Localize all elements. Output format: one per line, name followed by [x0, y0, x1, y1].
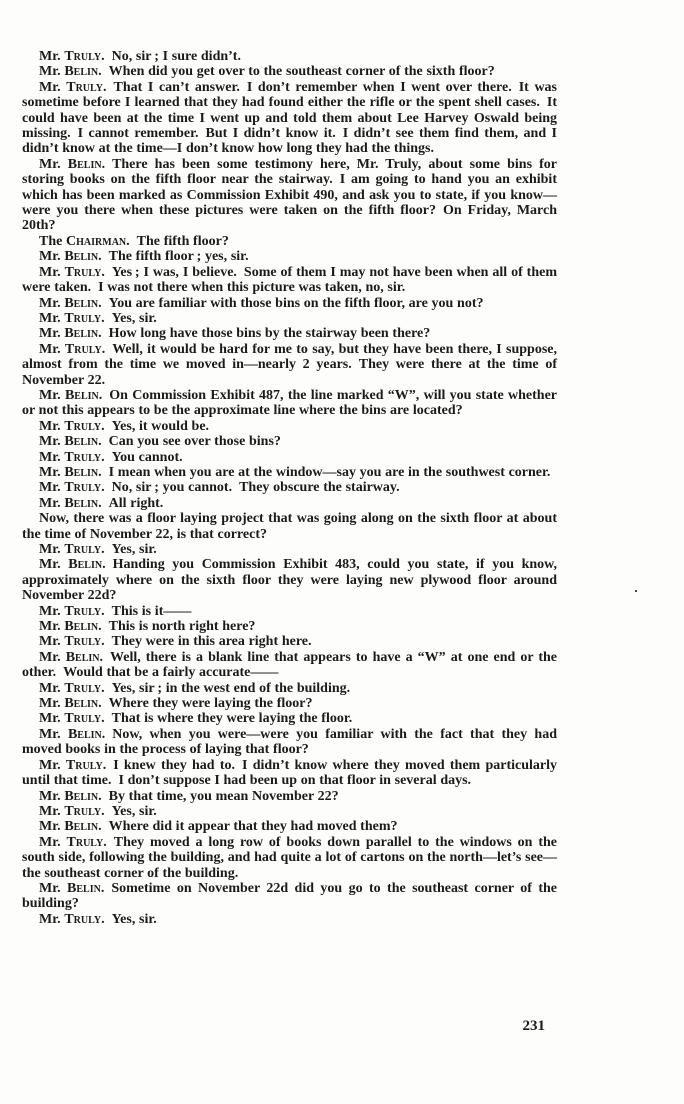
speaker-label: The Chairman. — [39, 233, 130, 249]
speaker-name: Belin — [67, 726, 102, 742]
speaker-name: Belin — [64, 464, 99, 480]
speaker-label: Mr. Truly. — [39, 603, 105, 619]
speaker-label: Mr. Belin. — [39, 249, 102, 265]
speaker-name: Belin — [64, 326, 99, 342]
speaker-label: Mr. Truly. — [39, 79, 107, 95]
transcript-paragraph: Mr. Belin. Handing you Commission Exhibit 483, could you state, if you know, approximately where on the sixth floor they were laying new plywood floor around November 22d? — [22, 557, 558, 604]
speaker-label: Mr. Belin. — [39, 495, 102, 511]
speaker-label: Mr. Truly. — [39, 634, 105, 650]
transcript-paragraph: Mr. Belin. Where did it appear that they had moved them? — [39, 819, 398, 835]
speaker-label: Mr. Truly. — [39, 911, 105, 927]
speaker-label: Mr. Belin. — [39, 295, 102, 311]
transcript-paragraph: Mr. Belin. This is north right here? — [39, 619, 256, 635]
speaker-label: Mr. Belin. — [39, 880, 105, 896]
speaker-name: Truly — [66, 79, 104, 95]
speaker-label: Mr. Truly. — [39, 757, 107, 773]
speaker-name: Truly — [64, 711, 102, 727]
transcript-paragraph: Mr. Truly. Yes, sir. — [39, 803, 157, 819]
ink-speck — [635, 590, 637, 592]
transcript-paragraph: Mr. Truly. They moved a long row of books down parallel to the windows on the south side, following the building, and had quite a lot of cartons on the north—let’s see—the southeast corner of the building. — [22, 834, 557, 881]
speaker-name: Belin — [65, 649, 100, 665]
transcript-paragraph: Mr. Belin. Where they were laying the floor? — [39, 696, 313, 712]
transcript-paragraph: Mr. Truly. That is where they were laying the floor. — [39, 711, 353, 727]
transcript-paragraph: Mr. Belin. When did you get over to the southeast corner of the sixth floor? — [39, 64, 495, 80]
speaker-name: Belin — [68, 557, 103, 573]
speaker-name: Chairman — [66, 233, 127, 249]
speaker-name: Belin — [67, 880, 101, 896]
speaker-name: Truly — [65, 757, 103, 773]
transcript-paragraph: Mr. Belin. All right. — [39, 495, 164, 511]
speaker-name: Truly — [64, 603, 102, 619]
speaker-name: Truly — [64, 449, 102, 465]
speaker-name: Belin — [64, 819, 99, 835]
transcript-paragraph: Mr. Truly. This is it—— — [39, 603, 192, 619]
transcript-paragraph: Mr. Truly. No, sir ; you cannot. They obscure the stairway. — [39, 480, 400, 496]
transcript-paragraph: Mr. Belin. On Commission Exhibit 487, the line marked “W”, will you state whether or not this appears to be the approximate line where the bins are located? — [22, 387, 558, 419]
speaker-label: Mr. Truly. — [39, 449, 105, 465]
speaker-label: Mr. Truly. — [39, 542, 105, 557]
speaker-label: Mr. Belin. — [39, 726, 106, 742]
speaker-name: Belin — [64, 387, 99, 403]
speaker-label: Mr. Belin. — [39, 326, 102, 342]
speaker-label: Mr. Belin. — [39, 64, 102, 80]
transcript-paragraph: Mr. Truly. Yes, it would be. — [39, 418, 210, 434]
transcript-paragraph: Mr. Truly. That I can’t answer. I don’t remember when I went over there. It was sometime before I learned that they had found either the rifle or the spent shell cases. It could have been at the time I went up and told them about Lee Harvey Oswald being missing. I cannot remember. But I didn’t know it. I didn’t see them find them, and I didn’t know at the time—I don’t know how long they had the things. — [22, 79, 558, 157]
transcript-paragraph: Mr. Truly. I knew they had to. I didn’t know where they moved them particularly until that time. I don’t suppose I had been up on that floor in several days. — [22, 757, 558, 789]
speaker-label: Mr. Truly. — [39, 803, 105, 819]
transcript-paragraph: Mr. Belin. By that time, you mean November 22? — [39, 788, 339, 804]
speaker-label: Mr. Truly. — [39, 264, 105, 280]
speaker-name: Belin — [64, 249, 99, 265]
speaker-name: Belin — [64, 495, 99, 511]
transcript-paragraph: Mr. Truly. You cannot. — [39, 449, 183, 465]
speaker-label: Mr. Truly. — [39, 680, 105, 696]
speaker-name: Truly — [64, 911, 102, 927]
speaker-name: Belin — [64, 434, 99, 450]
transcript-paragraph: Mr. Belin. I mean when you are at the window—say you are in the southwest corner. — [39, 464, 551, 480]
speaker-label: Mr. Belin. — [39, 387, 103, 403]
speaker-name: Truly — [64, 341, 102, 357]
transcript-paragraph: Mr. Belin. The fifth floor ; yes, sir. — [39, 249, 249, 265]
speaker-name: Belin — [64, 64, 99, 80]
speaker-name: Belin — [67, 156, 102, 172]
speaker-name: Truly — [64, 680, 102, 696]
speaker-label: Mr. Truly. — [39, 480, 105, 496]
transcript-paragraph: Mr. Truly. No, sir ; I sure didn’t. — [39, 49, 241, 64]
speaker-name: Belin — [64, 788, 99, 804]
speaker-name: Truly — [64, 634, 102, 650]
speaker-name: Belin — [64, 696, 99, 712]
transcript-paragraph: Mr. Belin. How long have those bins by the stairway been there? — [39, 326, 431, 342]
speaker-name: Belin — [64, 619, 99, 635]
transcript-paragraph: Mr. Truly. Yes, sir. — [39, 542, 157, 557]
speaker-label: Mr. Belin. — [39, 788, 102, 804]
speaker-label: Mr. Truly. — [39, 341, 106, 357]
transcript-paragraph: Mr. Belin. There has been some testimony here, Mr. Truly, about some bins for storing books on the fifth floor near the stairway. I am going to hand you an exhibit which has been marked as Commission Exhibit 490, and ask you to state, if you know—were you there when these pictures were taken on the fifth floor? On Friday, March 20th? — [22, 156, 558, 234]
speaker-label: Mr. Truly. — [39, 49, 105, 64]
transcript-paragraph: Mr. Belin. Now, when you were—were you familiar with the fact that they had moved books in the process of laying that floor? — [22, 726, 558, 758]
transcript-paragraph: Mr. Truly. Yes ; I was, I believe. Some of them I may not have been when all of them were taken. I was not there when this picture was taken, no, sir. — [22, 264, 558, 296]
speaker-name: Truly — [64, 480, 102, 496]
speaker-label: Mr. Belin. — [39, 557, 106, 573]
speaker-label: Mr. Belin. — [39, 619, 102, 635]
transcript-paragraph: Now, there was a floor laying project that was going along on the sixth floor at about the time of November 22, is that correct? — [22, 511, 557, 542]
speaker-label: Mr. Belin. — [39, 819, 102, 835]
transcript-paragraph: Mr. Belin. You are familiar with those bins on the fifth floor, are you not? — [39, 295, 484, 311]
speaker-name: Truly — [64, 418, 102, 434]
speaker-name: Truly — [66, 834, 104, 850]
speaker-label: Mr. Truly. — [39, 310, 105, 326]
transcript-paragraph: Mr. Truly. They were in this area right here. — [39, 634, 312, 650]
transcript-paragraph: Mr. Belin. Well, there is a blank line that appears to have a “W” at one end or the other. Would that be a fairly accurate—— — [22, 649, 558, 681]
speaker-label: Mr. Truly. — [39, 711, 105, 727]
transcript-paragraph: Mr. Belin. Sometime on November 22d did you go to the southeast corner of the building? — [22, 880, 557, 912]
transcript-paragraph: Mr. Truly. Yes, sir ; in the west end of the building. — [39, 680, 351, 696]
transcript-paragraph: Mr. Belin. Can you see over those bins? — [39, 434, 281, 450]
transcript-paragraph: The Chairman. The fifth floor? — [39, 233, 229, 249]
transcript-paragraph: Mr. Truly. Well, it would be hard for me to say, but they have been there, I suppose, almost from the time we moved in—nearly 2 years. They were there at the time of November 22. — [22, 341, 557, 388]
speaker-name: Belin — [64, 295, 99, 311]
page-number: 231 — [522, 1018, 545, 1034]
speaker-name: Truly — [64, 264, 102, 280]
speaker-name: Truly — [64, 803, 102, 819]
transcript-paragraph: Mr. Truly. Yes, sir. — [39, 310, 157, 326]
speaker-label: Mr. Belin. — [39, 649, 103, 665]
speaker-label: Mr. Truly. — [39, 834, 107, 850]
speaker-name: Truly — [64, 542, 102, 557]
speaker-label: Mr. Belin. — [39, 696, 102, 712]
speaker-label: Mr. Belin. — [39, 464, 102, 480]
speaker-label: Mr. Truly. — [39, 418, 105, 434]
transcript-paragraph: Mr. Truly. Yes, sir. — [39, 911, 157, 927]
speaker-label: Mr. Belin. — [39, 434, 102, 450]
speaker-name: Truly — [64, 49, 102, 64]
speaker-name: Truly — [64, 310, 102, 326]
transcript — [22, 49, 557, 927]
speaker-label: Mr. Belin. — [39, 156, 106, 172]
